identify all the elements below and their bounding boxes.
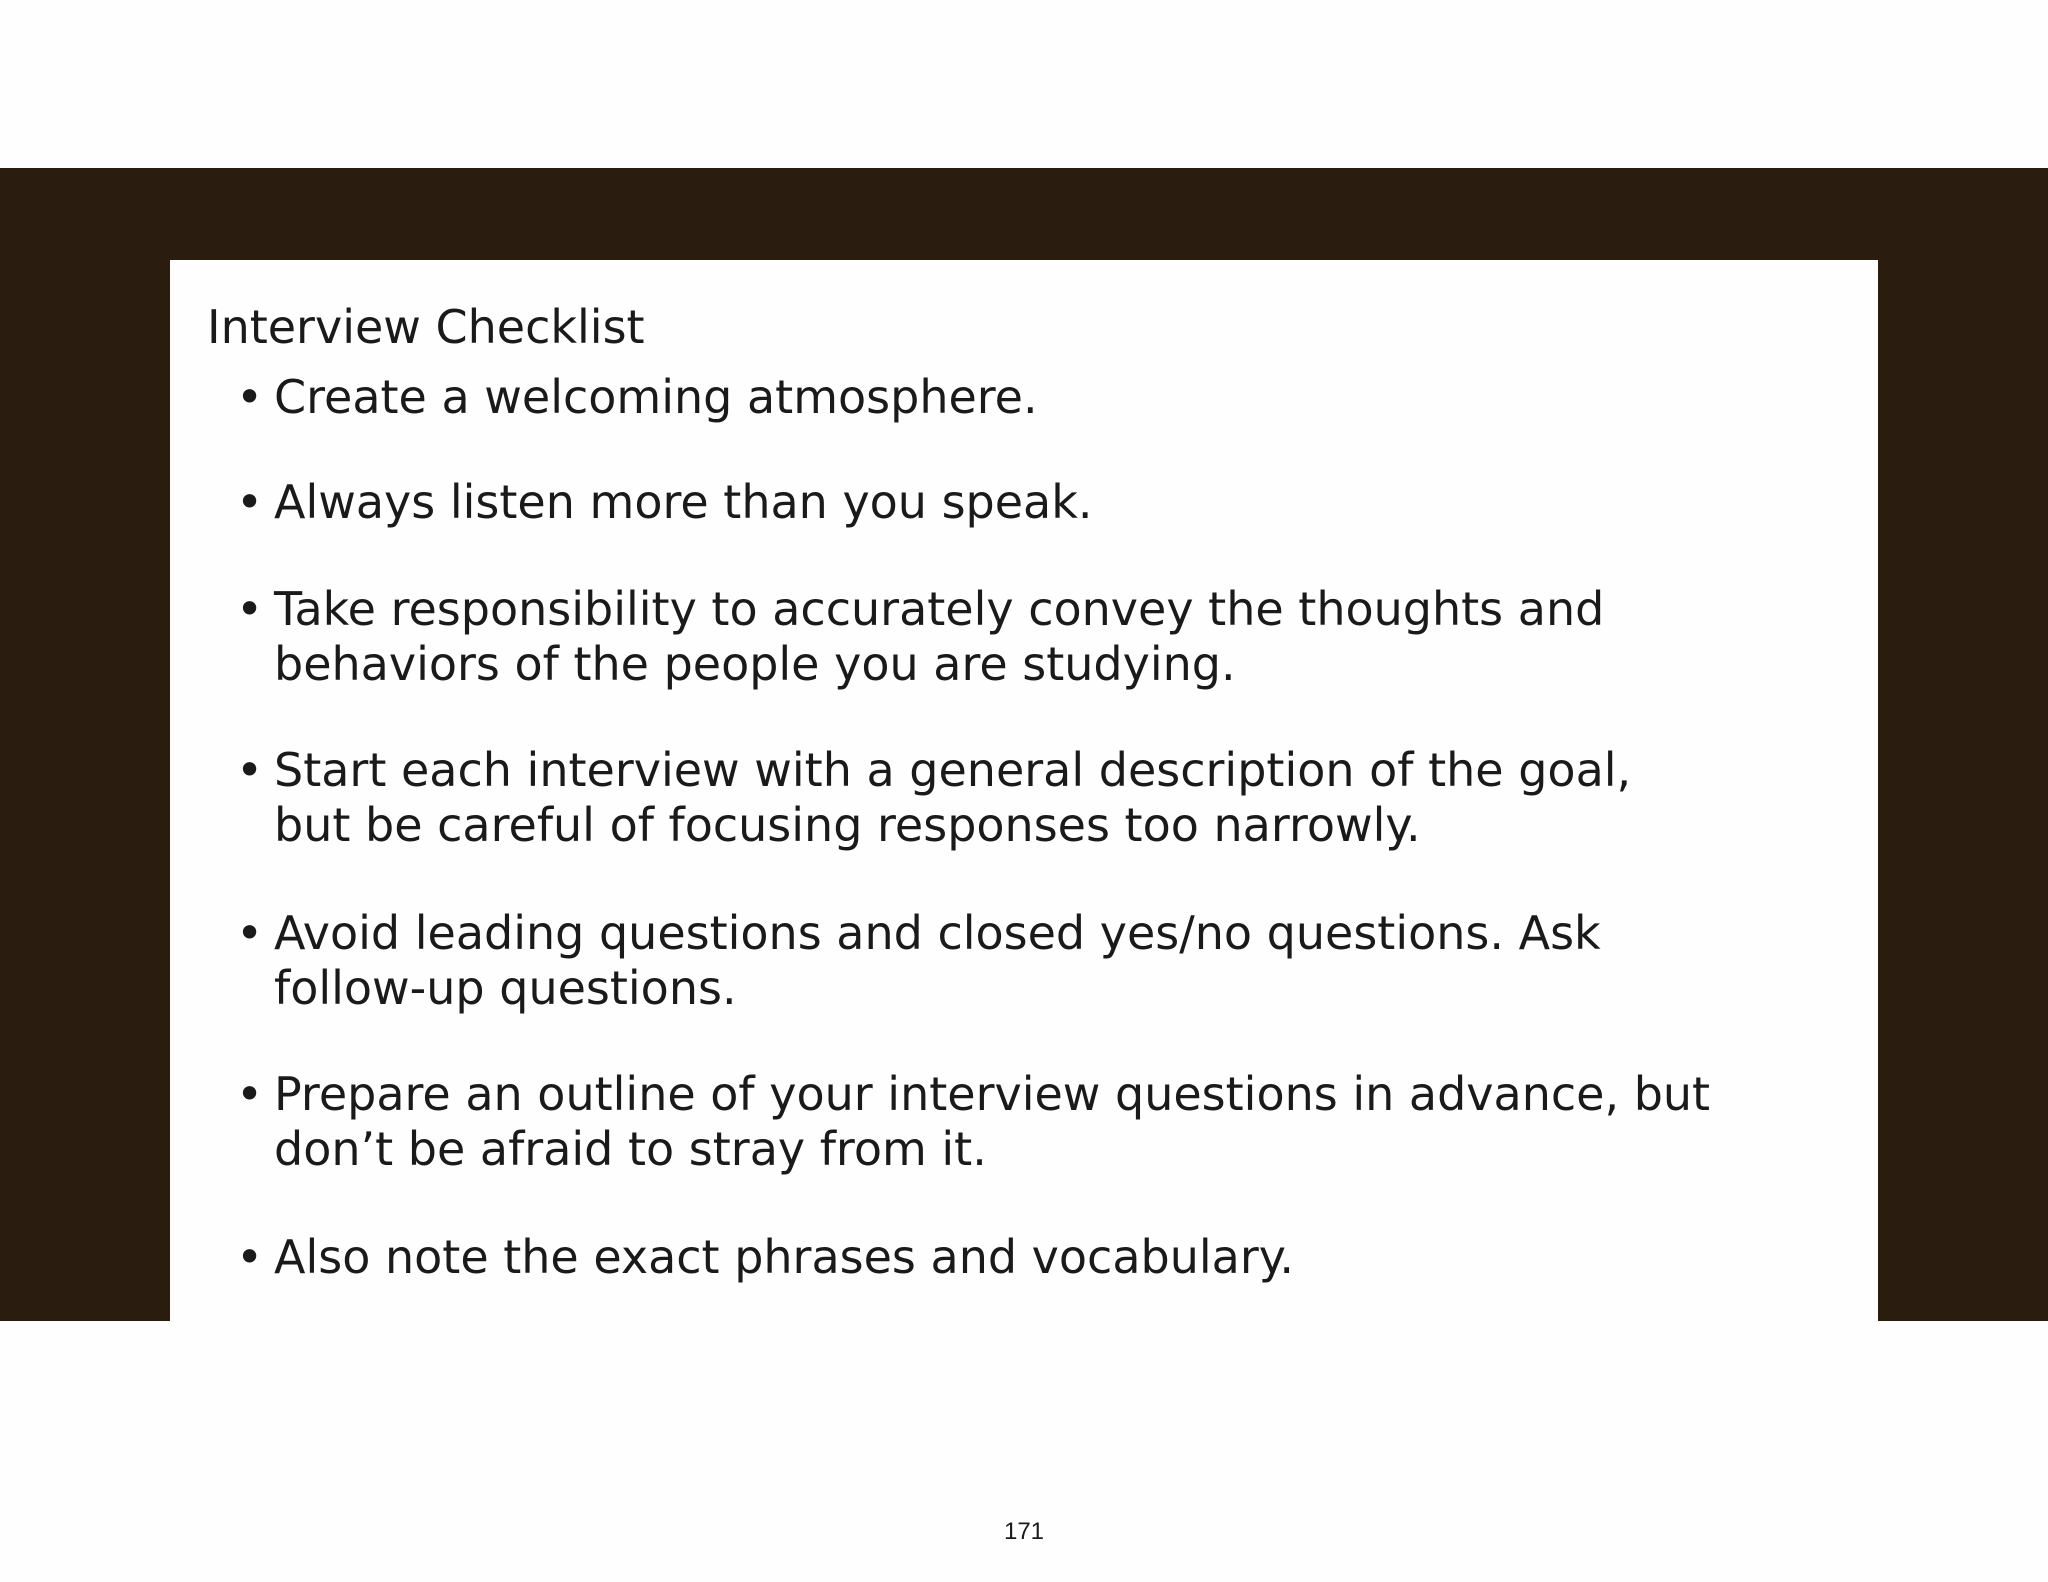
bullet-text: Start each interview with a general description of the goal, but be careful of focusing responses too narrowly.	[274, 743, 1632, 852]
bullet-text: Also note the exact phrases and vocabulary.	[274, 1230, 1295, 1284]
bullet-item	[236, 582, 1634, 692]
bullet-text: Avoid leading questions and closed yes/no questions. Ask follow-up questions.	[274, 906, 1601, 1015]
bullet-text: Create a welcoming atmosphere.	[274, 370, 1038, 424]
bullet-dot-icon: •	[236, 1230, 264, 1284]
bullet-dot-icon: •	[236, 475, 264, 529]
slide-title: Interview Checklist	[207, 300, 645, 354]
bullet-dot-icon: •	[236, 370, 264, 424]
bullet-item	[236, 1067, 1834, 1177]
bullet-dot-icon: •	[236, 1067, 264, 1121]
bullet-dot-icon: •	[236, 743, 264, 797]
bullet-dot-icon: •	[236, 906, 264, 960]
bullet-item	[236, 370, 1854, 425]
bullet-text: Take responsibility to accurately convey the thoughts and behaviors of the people you are studying.	[274, 582, 1605, 691]
bullet-item	[236, 475, 1854, 530]
bullet-text: Prepare an outline of your interview questions in advance, but don’t be afraid to stray from it.	[274, 1067, 1711, 1176]
bullet-item	[236, 1230, 1854, 1285]
bullet-item	[236, 906, 1654, 1016]
bullet-item	[236, 743, 1654, 853]
page-number: 171	[1003, 1518, 1045, 1545]
bullet-dot-icon: •	[236, 582, 264, 636]
bullet-text: Always listen more than you speak.	[274, 475, 1093, 529]
slide-panel	[170, 260, 1878, 1321]
